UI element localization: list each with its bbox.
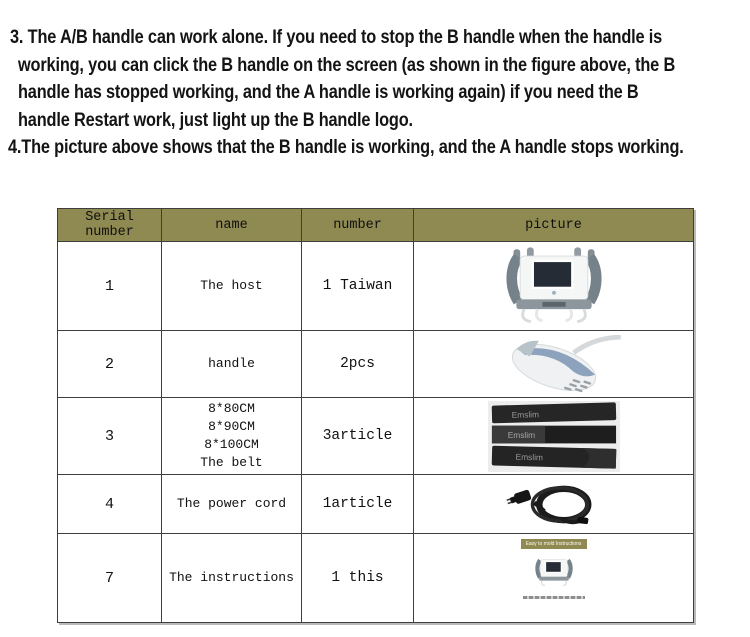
manual-banner-label: Easy to mold Instructions	[525, 541, 582, 547]
table-row	[58, 242, 694, 331]
table-row	[58, 534, 694, 623]
belt-size-1: 8*80CM	[208, 401, 255, 416]
intro-item4: 4.The picture above shows that the B handle is working, and the A handle stops working.	[8, 137, 684, 158]
cell-name: handle	[162, 331, 302, 398]
belt-brand-label: Emslim	[514, 451, 543, 462]
intro-item3-line4: handle Restart work, just light up the B handle logo.	[18, 109, 413, 131]
instructions-manual-image	[414, 536, 693, 620]
intro-item3-line1: 3. The A/B handle can work alone. If you need to stop the B handle when the handle is	[10, 27, 663, 48]
intro-paragraphs	[10, 24, 750, 162]
cell-picture	[414, 398, 694, 475]
cell-number: 1article	[302, 475, 414, 534]
parts-table	[57, 208, 694, 623]
manual-banner	[521, 539, 587, 549]
belt-brand-label: Emslim	[511, 408, 539, 420]
cell-serial: 3	[58, 398, 162, 475]
cell-serial: 4	[58, 475, 162, 534]
cell-number: 1 Taiwan	[302, 242, 414, 331]
header-picture: picture	[414, 209, 694, 242]
cell-serial: 2	[58, 331, 162, 398]
cell-picture	[414, 534, 694, 623]
header-number: number	[302, 209, 414, 242]
table-row	[58, 398, 694, 475]
table-row	[58, 475, 694, 534]
cell-picture	[414, 331, 694, 398]
power-cord-image	[505, 481, 603, 528]
intro-item3-line2: working, you can click the B handle on the screen (as shown in the figure above, the B	[18, 54, 676, 76]
belt-brand-label: Emslim	[507, 429, 535, 440]
handle-image	[485, 335, 623, 394]
header-serial-number: Serial number	[58, 209, 162, 242]
cell-name: The power cord	[162, 475, 302, 534]
cell-number: 2pcs	[302, 331, 414, 398]
header-name: name	[162, 209, 302, 242]
belt-size-2: 8*90CM	[208, 419, 255, 434]
table-row	[58, 331, 694, 398]
cell-name: The host	[162, 242, 302, 331]
belts-image	[488, 401, 620, 472]
cell-serial: 1	[58, 242, 162, 331]
intro-item3-line3: handle has stopped working, and the A handle is working again) if you need the B	[18, 82, 639, 103]
host-machine-image	[498, 247, 610, 325]
cell-number: 3article	[302, 398, 414, 475]
belt-size-3: 8*100CM	[204, 437, 259, 452]
cell-name	[162, 398, 302, 475]
cell-serial: 7	[58, 534, 162, 623]
cell-number: 1 this	[302, 534, 414, 623]
cell-name: The instructions	[162, 534, 302, 623]
cell-picture	[414, 475, 694, 534]
mini-host-machine-image	[532, 556, 576, 587]
manual-fineprint-line	[523, 596, 585, 599]
table-header-row	[58, 209, 694, 242]
cell-picture	[414, 242, 694, 331]
belt-name: The belt	[200, 455, 263, 470]
